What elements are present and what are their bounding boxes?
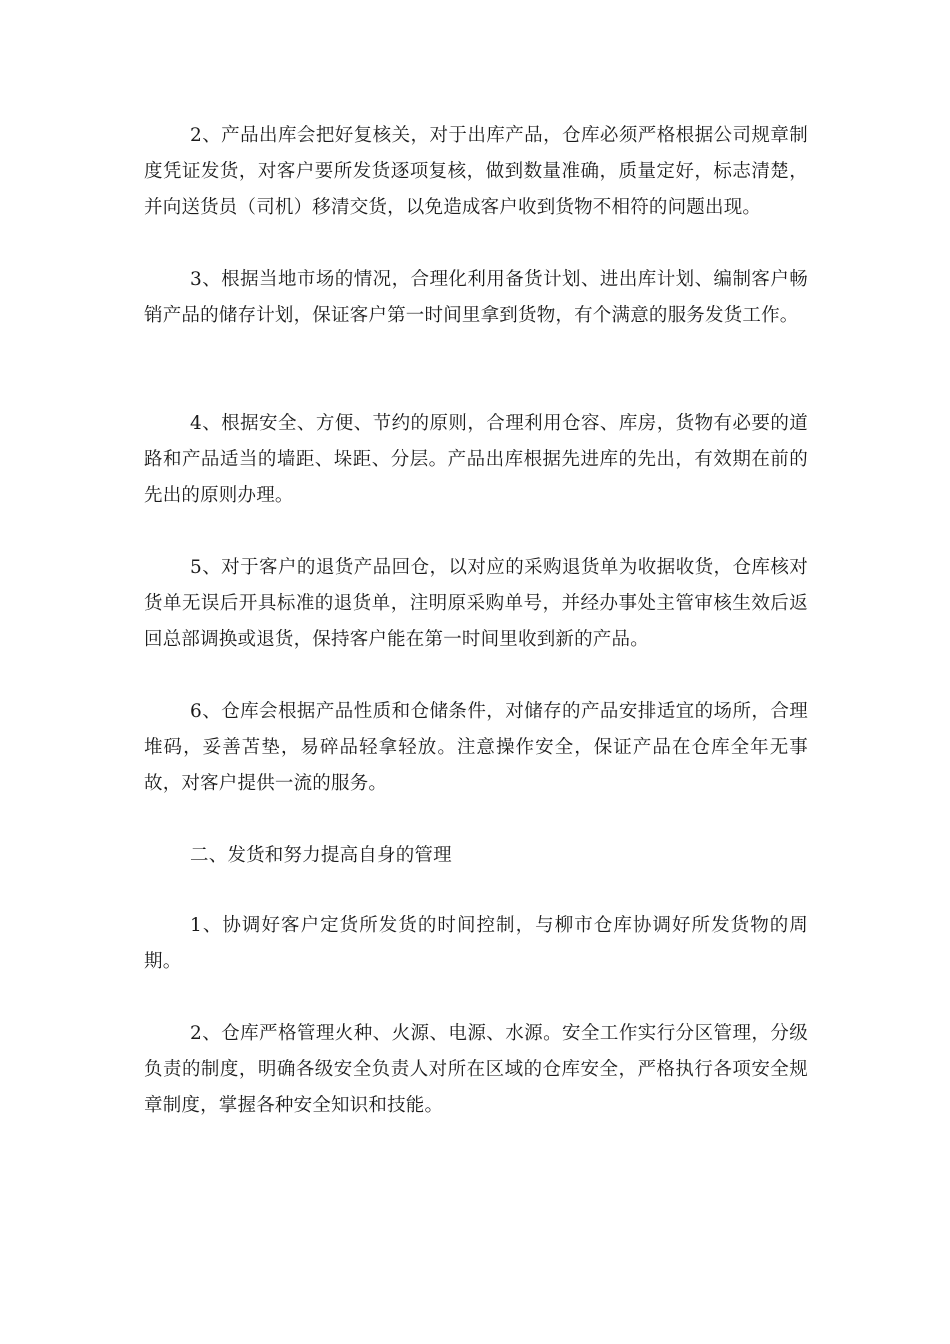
paragraph-warehouse-layout: 4、根据安全、方便、节约的原则，合理利用仓容、库房，货物有必要的道路和产品适当的墙距、垛距、分层。产品出库根据先进库的先出，有效期在前的先出的原则办理。 (144, 413, 808, 506)
paragraph-storage-safety: 6、仓库会根据产品性质和仓储条件，对储存的产品安排适宜的场所，合理堆码，妥善苫垫，易碎品轻拿轻放。注意操作安全，保证产品在仓库全年无事故，对客户提供一流的服务。 (144, 701, 808, 794)
section-heading: 二、发货和努力提高自身的管理 (190, 845, 452, 866)
paragraph-timing-control: 1、协调好客户定货所发货的时间控制，与柳市仓库协调好所发货物的周期。 (144, 915, 808, 972)
paragraph-stock-planning: 3、根据当地市场的情况，合理化利用备货计划、进出库计划、编制客户畅销产品的储存计划，保证客户第一时间里拿到货物，有个满意的服务发货工作。 (144, 269, 808, 326)
paragraph-outbound-review: 2、产品出库会把好复核关，对于出库产品，仓库必须严格根据公司规章制度凭证发货，对客户要所发货逐项复核，做到数量准确，质量定好，标志清楚，并向送货员（司机）移清交货，以免造成客户收到货物不相符的问题出现。 (144, 125, 808, 218)
paragraph-fire-safety: 2、仓库严格管理火种、火源、电源、水源。安全工作实行分区管理，分级负责的制度，明确各级安全负责人对所在区域的仓库安全，严格执行各项安全规章制度，掌握各种安全知识和技能。 (144, 1023, 808, 1116)
paragraph-returns: 5、对于客户的退货产品回仓，以对应的采购退货单为收据收货，仓库核对货单无误后开具标准的退货单，注明原采购单号，并经办事处主管审核生效后返回总部调换或退货，保持客户能在第一时间里收到新的产品。 (144, 557, 808, 650)
